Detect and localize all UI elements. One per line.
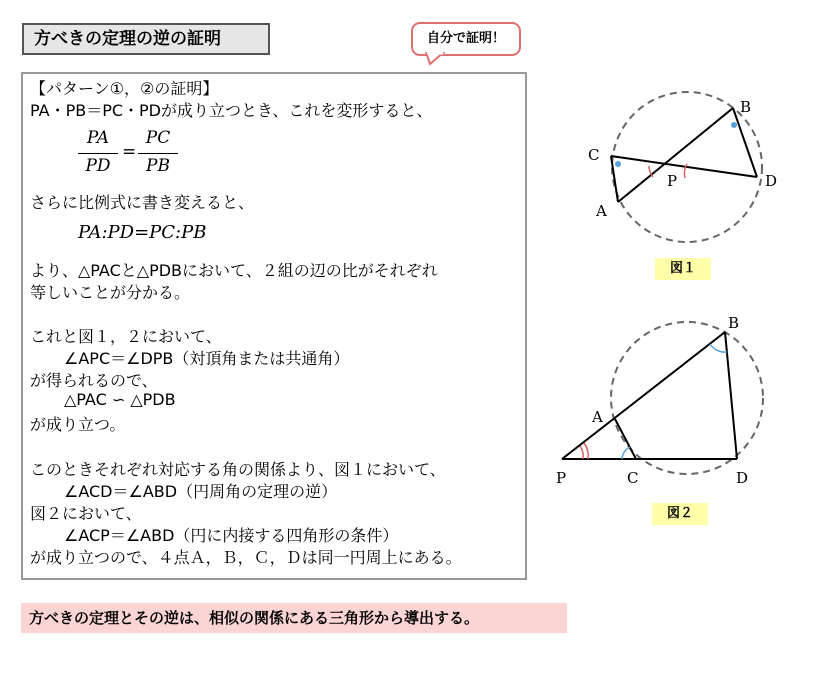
proof-line: ∠APC＝∠DPB（対頂角または共通角） — [64, 349, 350, 368]
figure-1 — [580, 88, 790, 258]
fraction-left-denominator: PD — [85, 156, 111, 176]
proof-line: さらに比例式に書き変えると、 — [30, 193, 255, 212]
proof-line: が成り立つので、４点Ａ，Ｂ，Ｃ，Ｄは同一円周上にある。 — [30, 548, 462, 567]
figure-2 — [550, 312, 780, 492]
proof-line: 等しいことが分かる。 — [30, 283, 191, 302]
fig2-point-b: B — [728, 314, 740, 332]
figure-1-label: 図１ — [655, 258, 711, 280]
summary-banner: 方べきの定理とその逆は、相似の関係にある三角形から導出する。 — [21, 603, 567, 633]
proof-line: が得られるので、 — [30, 371, 158, 390]
proof-line: より、△PACと△PDBにおいて、２組の辺の比がそれぞれ — [30, 261, 438, 280]
speech-bubble: 自分で証明！ — [411, 22, 521, 56]
fraction-right-bar — [138, 153, 178, 154]
ratio-equation: PA:PD=PC:PB — [78, 222, 207, 243]
fraction-left-bar — [78, 153, 118, 154]
proof-line: 図２において、 — [30, 504, 142, 523]
proof-line: これと図１，２において、 — [30, 327, 222, 346]
fraction-right-numerator: PC — [145, 128, 171, 148]
proof-line: ∠ACD＝∠ABD（円周角の定理の逆） — [64, 482, 338, 501]
proof-line: このときそれぞれ対応する角の関係より、図１において、 — [30, 460, 446, 479]
proof-line: ∠ACP＝∠ABD（円に内接する四角形の条件） — [64, 526, 399, 545]
fig1-point-p: P — [667, 172, 678, 190]
fraction-left-numerator: PA — [86, 128, 110, 148]
fig2-point-c: C — [627, 469, 639, 487]
fig2-point-p: P — [556, 469, 567, 487]
fig1-point-a: A — [596, 202, 607, 220]
proof-heading: 【パターン①，②の証明】 — [30, 79, 219, 98]
proof-line: PA・PB＝PC・PDが成り立つとき、これを変形すると、 — [30, 101, 433, 120]
fig2-point-d: D — [736, 469, 749, 487]
fig2-point-a: A — [592, 408, 603, 426]
proof-line: が成り立つ。 — [30, 415, 126, 434]
fig1-point-b: B — [740, 98, 752, 116]
page-title: 方べきの定理の逆の証明 — [22, 23, 270, 55]
proof-line: △PAC ∽ △PDB — [64, 390, 176, 409]
speech-bubble-tail-icon — [424, 52, 448, 66]
figure-2-label: 図２ — [652, 503, 708, 525]
fig1-point-d: D — [765, 172, 778, 190]
fig1-point-c: C — [588, 146, 600, 164]
fraction-equals: = — [122, 142, 137, 162]
fraction-right-denominator: PB — [146, 156, 170, 176]
